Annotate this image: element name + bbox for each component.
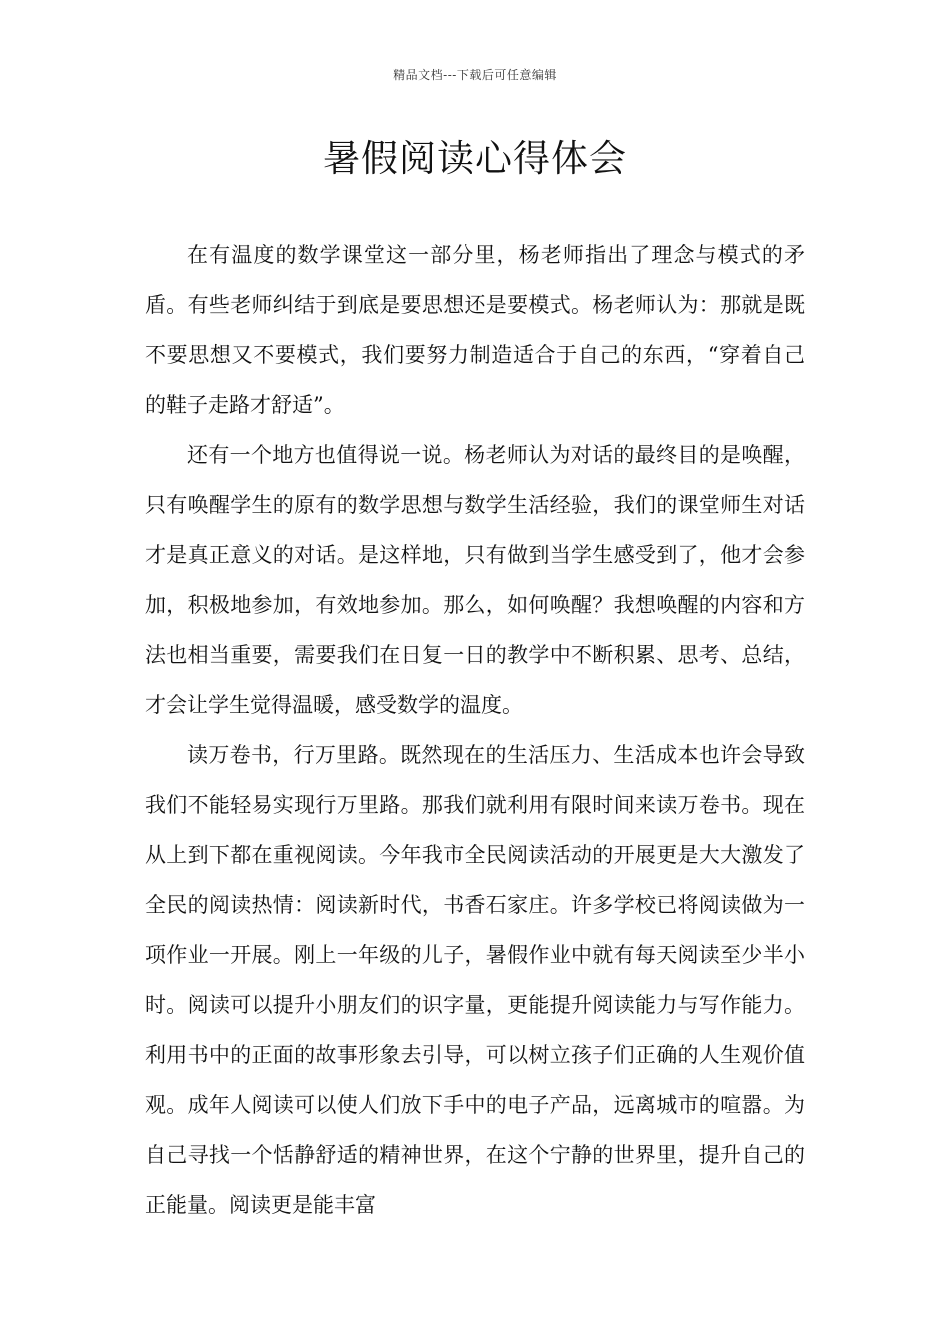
paragraph: 在有温度的数学课堂这一部分里，杨老师指出了理念与模式的矛盾。有些老师纠结于到底是要思想还是要模式。杨老师认为：那就是既不要思想又不要模式，我们要努力制造适合于自己的东西，“穿着自己的鞋子走路才舒适”。	[145, 243, 805, 417]
document-title: 暑假阅读心得体会	[323, 137, 627, 180]
paragraph: 读万卷书，行万里路。既然现在的生活压力、生活成本也许会导致我们不能轻易实现行万里路。那我们就利用有限时间来读万卷书。现在从上到下都在重视阅读。今年我市全民阅读活动的开展更是大大激发了全民的阅读热情：阅读新时代，书香石家庄。许多学校已将阅读做为一项作业一开展。刚上一年级的儿子，暑假作业中就有每天阅读至少半小时。阅读可以提升小朋友们的识字量，更能提升阅读能力与写作能力。利用书中的正面的故事形象去引导，可以树立孩子们正确的人生观价值观。成年人阅读可以使人们放下手中的电子产品，远离城市的喧嚣。为自己寻找一个恬静舒适的精神世界，在这个宁静的世界里，提升自己的正能量。阅读更是能丰富	[145, 743, 805, 1217]
document-body	[145, 230, 805, 1230]
paragraph: 还有一个地方也值得说一说。杨老师认为对话的最终目的是唤醒，只有唤醒学生的原有的数学思想与数学生活经验，我们的课堂师生对话才是真正意义的对话。是这样地，只有做到当学生感受到了，他才会参加，积极地参加，有效地参加。那么，如何唤醒？我想唤醒的内容和方法也相当重要，需要我们在日复一日的教学中不断积累、思考、总结，才会让学生觉得温暖，感受数学的温度。	[145, 443, 805, 717]
header-note: 精品文档---下载后可任意编辑	[393, 68, 557, 82]
